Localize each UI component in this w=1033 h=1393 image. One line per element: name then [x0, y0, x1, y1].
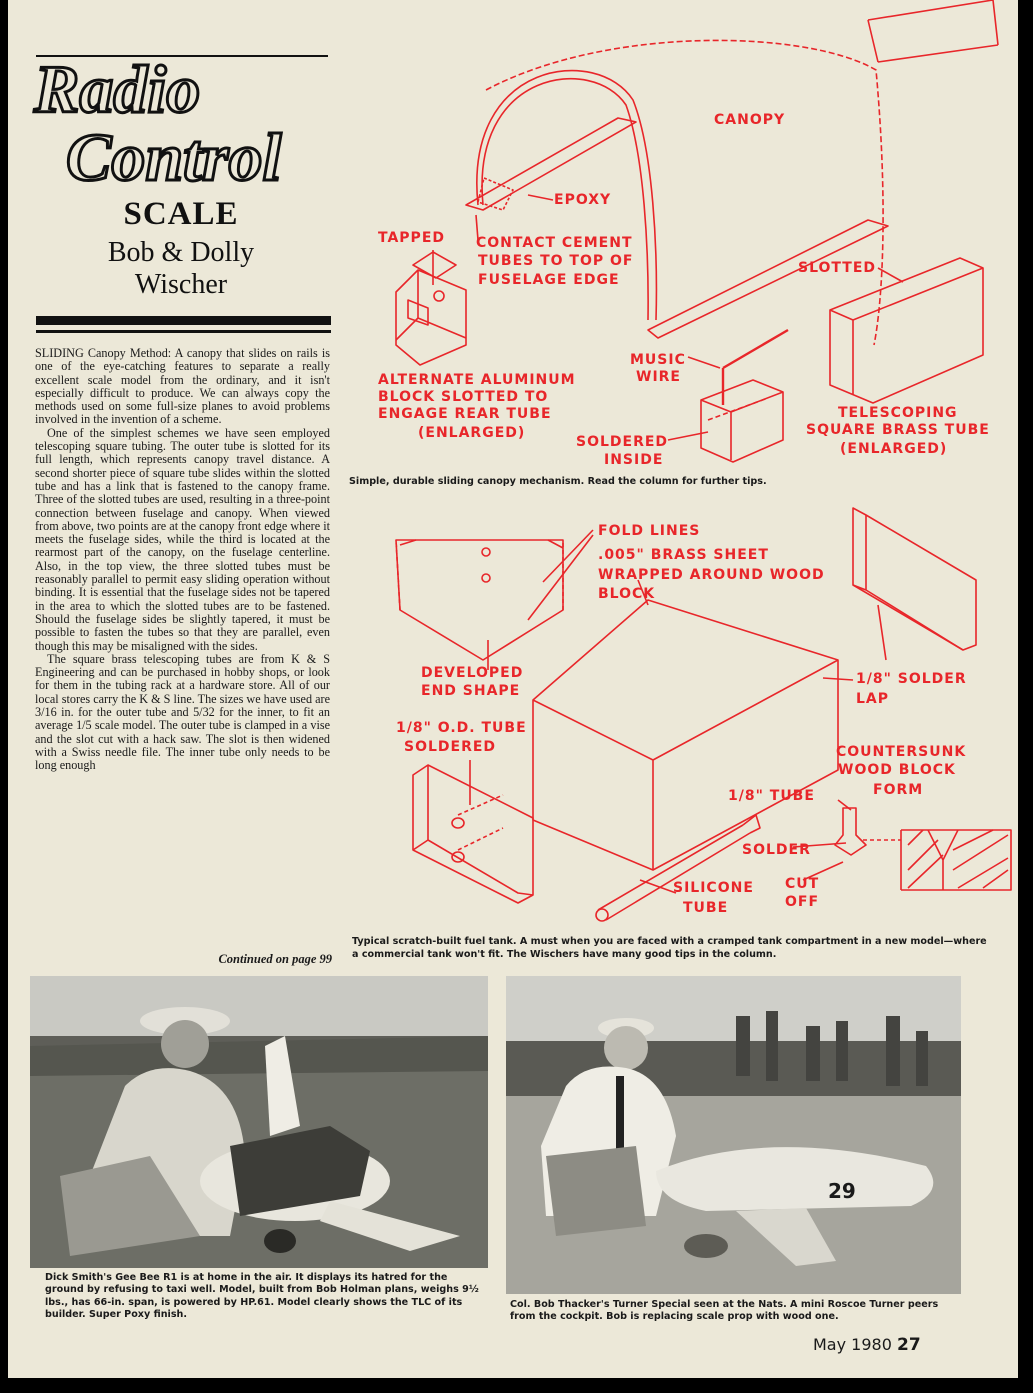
leader-lines	[433, 195, 903, 893]
label-alt-1: ALTERNATE ALUMINUM	[378, 372, 576, 388]
aluminum-block-drawing	[396, 252, 466, 365]
label-canopy: CANOPY	[714, 112, 786, 128]
label-solder: SOLDER	[742, 842, 811, 858]
end-plate-drawing	[413, 765, 533, 903]
label-music-2: WIRE	[636, 369, 681, 385]
countersink-drawing	[835, 808, 1011, 890]
label-developed-2: END SHAPE	[421, 683, 521, 699]
right-photo-caption: Col. Bob Thacker's Turner Special seen at the Nats. A mini Roscoe Turner peers from the cockpit. Bob is replacing scale prop with wood one.	[510, 1299, 939, 1323]
section-title: SCALE	[123, 196, 239, 232]
canopy-caption: Simple, durable sliding canopy mechanism. Read the column for further tips.	[349, 476, 767, 487]
label-cut-2: OFF	[785, 894, 820, 910]
solder-lap-drawing	[853, 508, 976, 650]
magazine-page	[8, 0, 1018, 1378]
label-developed-1: DEVELOPED	[421, 665, 524, 681]
developed-end-shape-drawing	[396, 540, 563, 660]
label-soldered-2: INSIDE	[604, 452, 664, 468]
photo-gee-bee	[30, 976, 488, 1268]
fuel-tank-drawing	[533, 600, 838, 870]
label-alt-4: (ENLARGED)	[418, 425, 526, 441]
label-contact-1: CONTACT CEMENT	[476, 235, 633, 251]
label-tele-2: SQUARE BRASS TUBE	[806, 422, 990, 438]
label-cut-1: CUT	[785, 876, 820, 892]
label-contact-3: FUSELAGE EDGE	[478, 272, 620, 288]
label-tele-1: TELESCOPING	[838, 405, 958, 421]
page-folio	[813, 1335, 921, 1355]
plane-number: 29	[828, 1179, 856, 1203]
label-od-1: 1/8" O.D. TUBE	[396, 720, 527, 736]
label-silicone-1: SILICONE	[673, 880, 754, 896]
label-lap-1: 1/8" SOLDER	[856, 671, 967, 687]
label-brass-2: WRAPPED AROUND WOOD	[598, 567, 825, 583]
label-epoxy: EPOXY	[554, 192, 612, 208]
label-silicone-2: TUBE	[683, 900, 729, 916]
label-fold-lines: FOLD LINES	[598, 523, 701, 539]
photo-turner-special	[506, 976, 961, 1294]
left-photo-caption: Dick Smith's Gee Bee R1 is at home in the air. It displays its hatred for the ground by refusing to taxi well. Model, built from Bob Holman plans, weighs 9½ lbs., has 66-in. span, is powered by HP.61. Model clearly shows the TLC of its builder. Super Poxy finish.	[45, 1272, 479, 1321]
label-csk-2: WOOD BLOCK	[838, 762, 956, 778]
label-contact-2: TUBES TO TOP OF	[478, 253, 634, 269]
label-od-2: SOLDERED	[404, 739, 497, 755]
fuel-tank-caption: Typical scratch-built fuel tank. A must when you are faced with a cramped tank compartment in a new model—where a commercial tank won't fit. The Wischers have many good tips in the column.	[352, 936, 987, 960]
label-slotted: SLOTTED	[798, 260, 877, 276]
label-lap-2: LAP	[856, 691, 890, 707]
author-line-2: Wischer	[134, 269, 228, 300]
issue-date: May 1980	[813, 1335, 892, 1354]
label-brass-1: .005" BRASS SHEET	[598, 547, 769, 563]
label-csk-1: COUNTERSUNK	[836, 744, 967, 760]
label-music-1: MUSIC	[630, 352, 686, 368]
filler-tube-drawing	[596, 815, 760, 921]
paragraph-1: SLIDING Canopy Method: A canopy that slides on rails is one of the eye-catching features to separate a really excellent scale model from the ordinary, and it isn't especially difficult to produce. We can always copy the methods used on some full-size planes to avoid problems involved in the invention of a scheme.	[35, 346, 330, 427]
label-tapped: TAPPED	[378, 230, 446, 246]
label-tele-3: (ENLARGED)	[840, 441, 948, 457]
label-tube: 1/8" TUBE	[728, 788, 815, 804]
page-number: 27	[896, 1335, 921, 1355]
logo-line-2: Control	[66, 119, 282, 190]
label-alt-3: ENGAGE REAR TUBE	[378, 406, 552, 422]
paragraph-3: The square brass telescoping tubes are from K & S Engineering and can be purchased in hobby shops, or look for them in the tubing rack at a hardware store. All of our local stores carry the K & S line. The sizes we have used are 3/16 in. for the outer tube and 5/32 for the inner, to fit an average 1/5 scale model. The outer tube is clamped in a vise and the slot cut with a hack saw. The slot is then widened with a Swiss needle file. The inner tube only needs to be long enough	[35, 651, 330, 773]
continued-note: Continued on page 99	[218, 952, 332, 966]
label-csk-3: FORM	[873, 782, 924, 798]
logo-line-1: Radio	[34, 51, 201, 127]
label-alt-2: BLOCK SLOTTED TO	[378, 389, 549, 405]
label-brass-3: BLOCK	[598, 586, 656, 602]
paragraph-2: One of the simplest schemes we have seen employed telescoping square tubing. The outer tube is slotted for its full length, which represents canopy travel distance. A second shorter piece of square tube slides within the slotted tube and has a link that is fastened to the canopy frame. Three of the slotted tubes are used, resulting in a three-point connection between fuselage and canopy. When viewed from above, two points are at the canopy front edge where it meets the fuselage sides, while the third is located at the rearmost part of the canopy, on the fuselage centerline. Also, in the top view, the three slotted tubes must be reasonably parallel to permit easy sliding operation without binding. It is essential that the fuselage sides not be tapered in the area to which the slotted tubes are to be fastened. Should the fuselage sides be slightly tapered, it must be possible to fasten the tubes so that they are parallel, even though this may be misaligned with the sides.	[35, 425, 330, 653]
author-line-1: Bob & Dolly	[107, 237, 255, 268]
label-soldered-1: SOLDERED	[576, 434, 669, 450]
